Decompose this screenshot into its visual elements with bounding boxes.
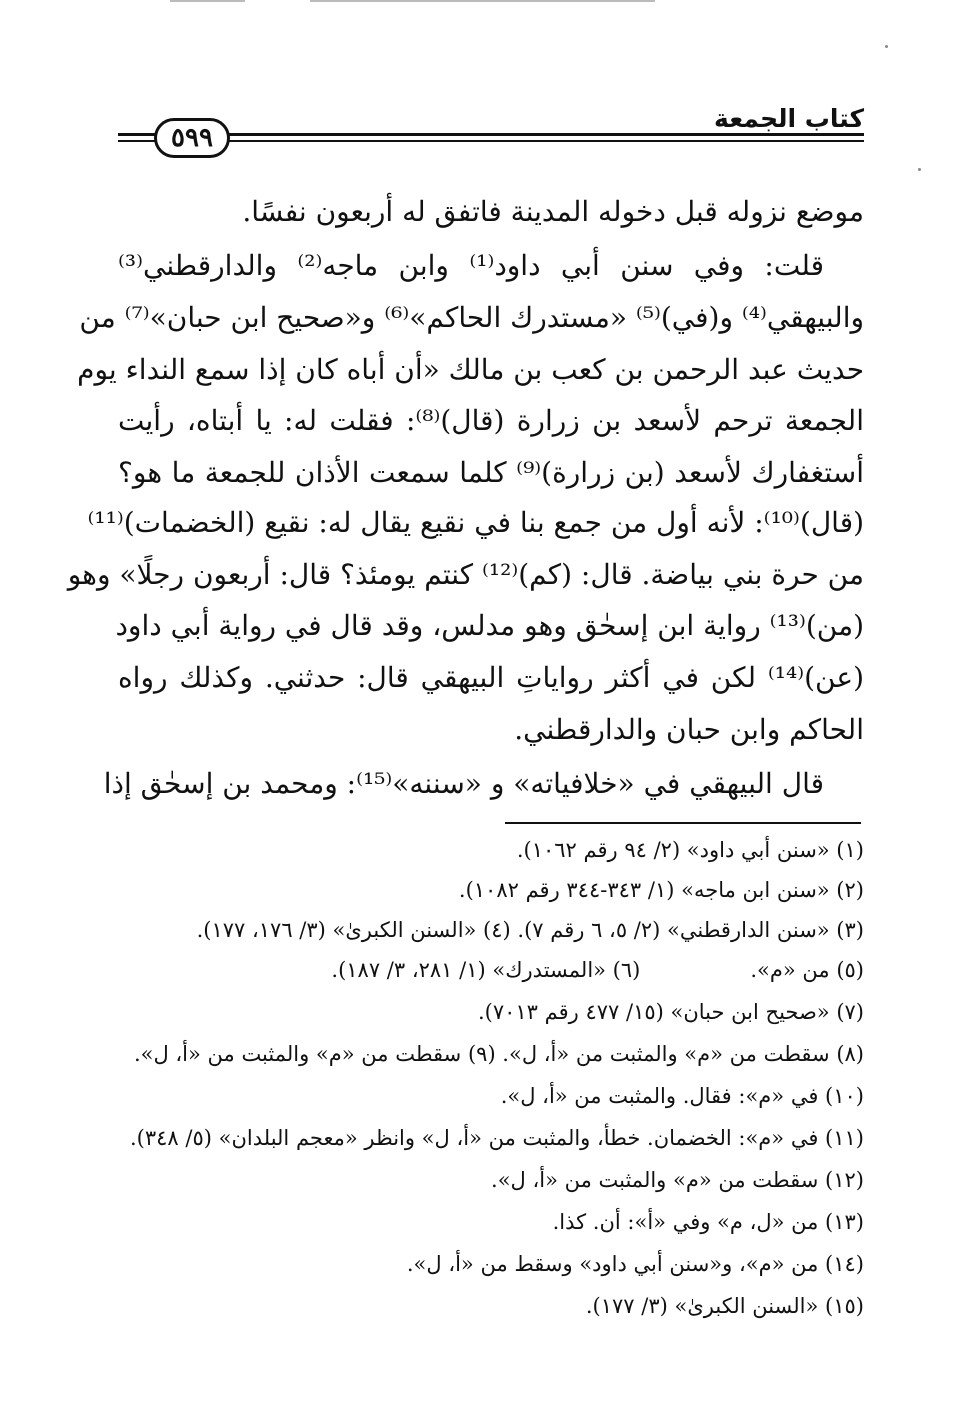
text-line: أستغفارك لأسعد (بن زرارة)⁽⁹⁾ كلما سمعت الأذان للجمعة ما هو؟ bbox=[118, 456, 864, 489]
footnote: (١٠) في «م»: فقال. والمثبت من «أ، ل». bbox=[500, 1084, 864, 1108]
footnote: (٣) «سنن الدارقطني» (٢/ ٥، ٦ رقم ٧). (٤) «السنن الكبرىٰ» (٣/ ١٧٦، ١٧٧). bbox=[196, 918, 864, 942]
footnote: (١٥) «السنن الكبرىٰ» (٣/ ١٧٧). bbox=[585, 1294, 864, 1318]
footnote: (١٤) من «م»، و«سنن أبي داود» وسقط من «أ، ل». bbox=[406, 1252, 864, 1276]
footnote: (١) «سنن أبي داود» (٢/ ٩٤ رقم ١٠٦٢). bbox=[516, 838, 864, 862]
running-header bbox=[118, 100, 864, 160]
text-line: من حرة بني بياضة. قال: (كم)⁽¹²⁾ كنتم يومئذ؟ قال: أربعون رجلًا» وهو bbox=[67, 558, 864, 591]
book-title: كتاب الجمعة bbox=[704, 104, 864, 133]
text-line: قال البيهقي في «خلافياته» و «سننه»⁽¹⁵⁾: ومحمد بن إسحٰق إذا bbox=[103, 767, 824, 800]
footnote: (٥) من «م». bbox=[750, 958, 864, 982]
text-line: الجمعة ترحم لأسعد بن زرارة (قال)⁽⁸⁾: فقلت له: يا أبتاه، رأيت bbox=[118, 404, 864, 437]
page-number: ٥٩٩ bbox=[154, 118, 230, 158]
footnote: (٧) «صحيح ابن حبان» (١٥/ ٤٧٧ رقم ٧٠١٣). bbox=[477, 1000, 864, 1024]
footnote: (٢) «سنن ابن ماجه» (١/ ٣٤٣-٣٤٤ رقم ١٠٨٢). bbox=[458, 878, 864, 902]
text-line: قلت: وفي سنن أبي داود⁽¹⁾ وابن ماجه⁽²⁾ والدارقطني⁽³⁾ bbox=[118, 249, 824, 282]
text-line: (قال)⁽¹⁰⁾: لأنه أول من جمع بنا في نقيع يقال له: نقيع (الخضمات)⁽¹¹⁾ bbox=[87, 506, 864, 539]
footnote: (٨) سقطت من «م» والمثبت من «أ، ل». (٩) سقطت من «م» والمثبت من «أ، ل». bbox=[133, 1042, 864, 1066]
footnote: (٦) «المستدرك» (١/ ٢٨١، ٣/ ١٨٧). bbox=[331, 958, 641, 982]
footnote: (١٣) من «ل، م» وفي «أ»: أن. كذا. bbox=[552, 1210, 864, 1234]
footnote: (١٢) سقطت من «م» والمثبت من «أ، ل». bbox=[491, 1168, 864, 1192]
footnote: (١١) في «م»: الخضمان. خطأ، والمثبت من «أ، ل» وانظر «معجم البلدان» (٥/ ٣٤٨). bbox=[129, 1126, 864, 1150]
text-line: (من)⁽¹³⁾ رواية ابن إسحٰق وهو مدلس، وقد قال في رواية أبي داود bbox=[115, 609, 864, 642]
text-line: (عن)⁽¹⁴⁾ لكن في أكثر رواياتِ البيهقي قال: حدثني. وكذلك رواه bbox=[118, 661, 864, 694]
text-line: موضع نزوله قبل دخوله المدينة فاتفق له أربعون نفسًا. bbox=[242, 195, 864, 228]
text-line: الحاكم وابن حبان والدارقطني. bbox=[514, 713, 864, 746]
text-line: حديث عبد الرحمن بن كعب بن مالك «أن أباه كان إذا سمع النداء يوم bbox=[77, 353, 864, 386]
footnote-row bbox=[118, 952, 864, 988]
text-line: والبيهقي⁽⁴⁾ و(في)⁽⁵⁾ «مستدرك الحاكم»⁽⁶⁾ و«صحيح ابن حبان»⁽⁷⁾ من bbox=[79, 301, 864, 334]
scan-speck bbox=[918, 168, 921, 171]
scan-speck bbox=[885, 45, 888, 48]
scan-edge-mark bbox=[170, 0, 245, 2]
scan-edge-mark bbox=[310, 0, 655, 2]
header-rule bbox=[118, 140, 864, 142]
footnote-separator bbox=[505, 822, 861, 824]
